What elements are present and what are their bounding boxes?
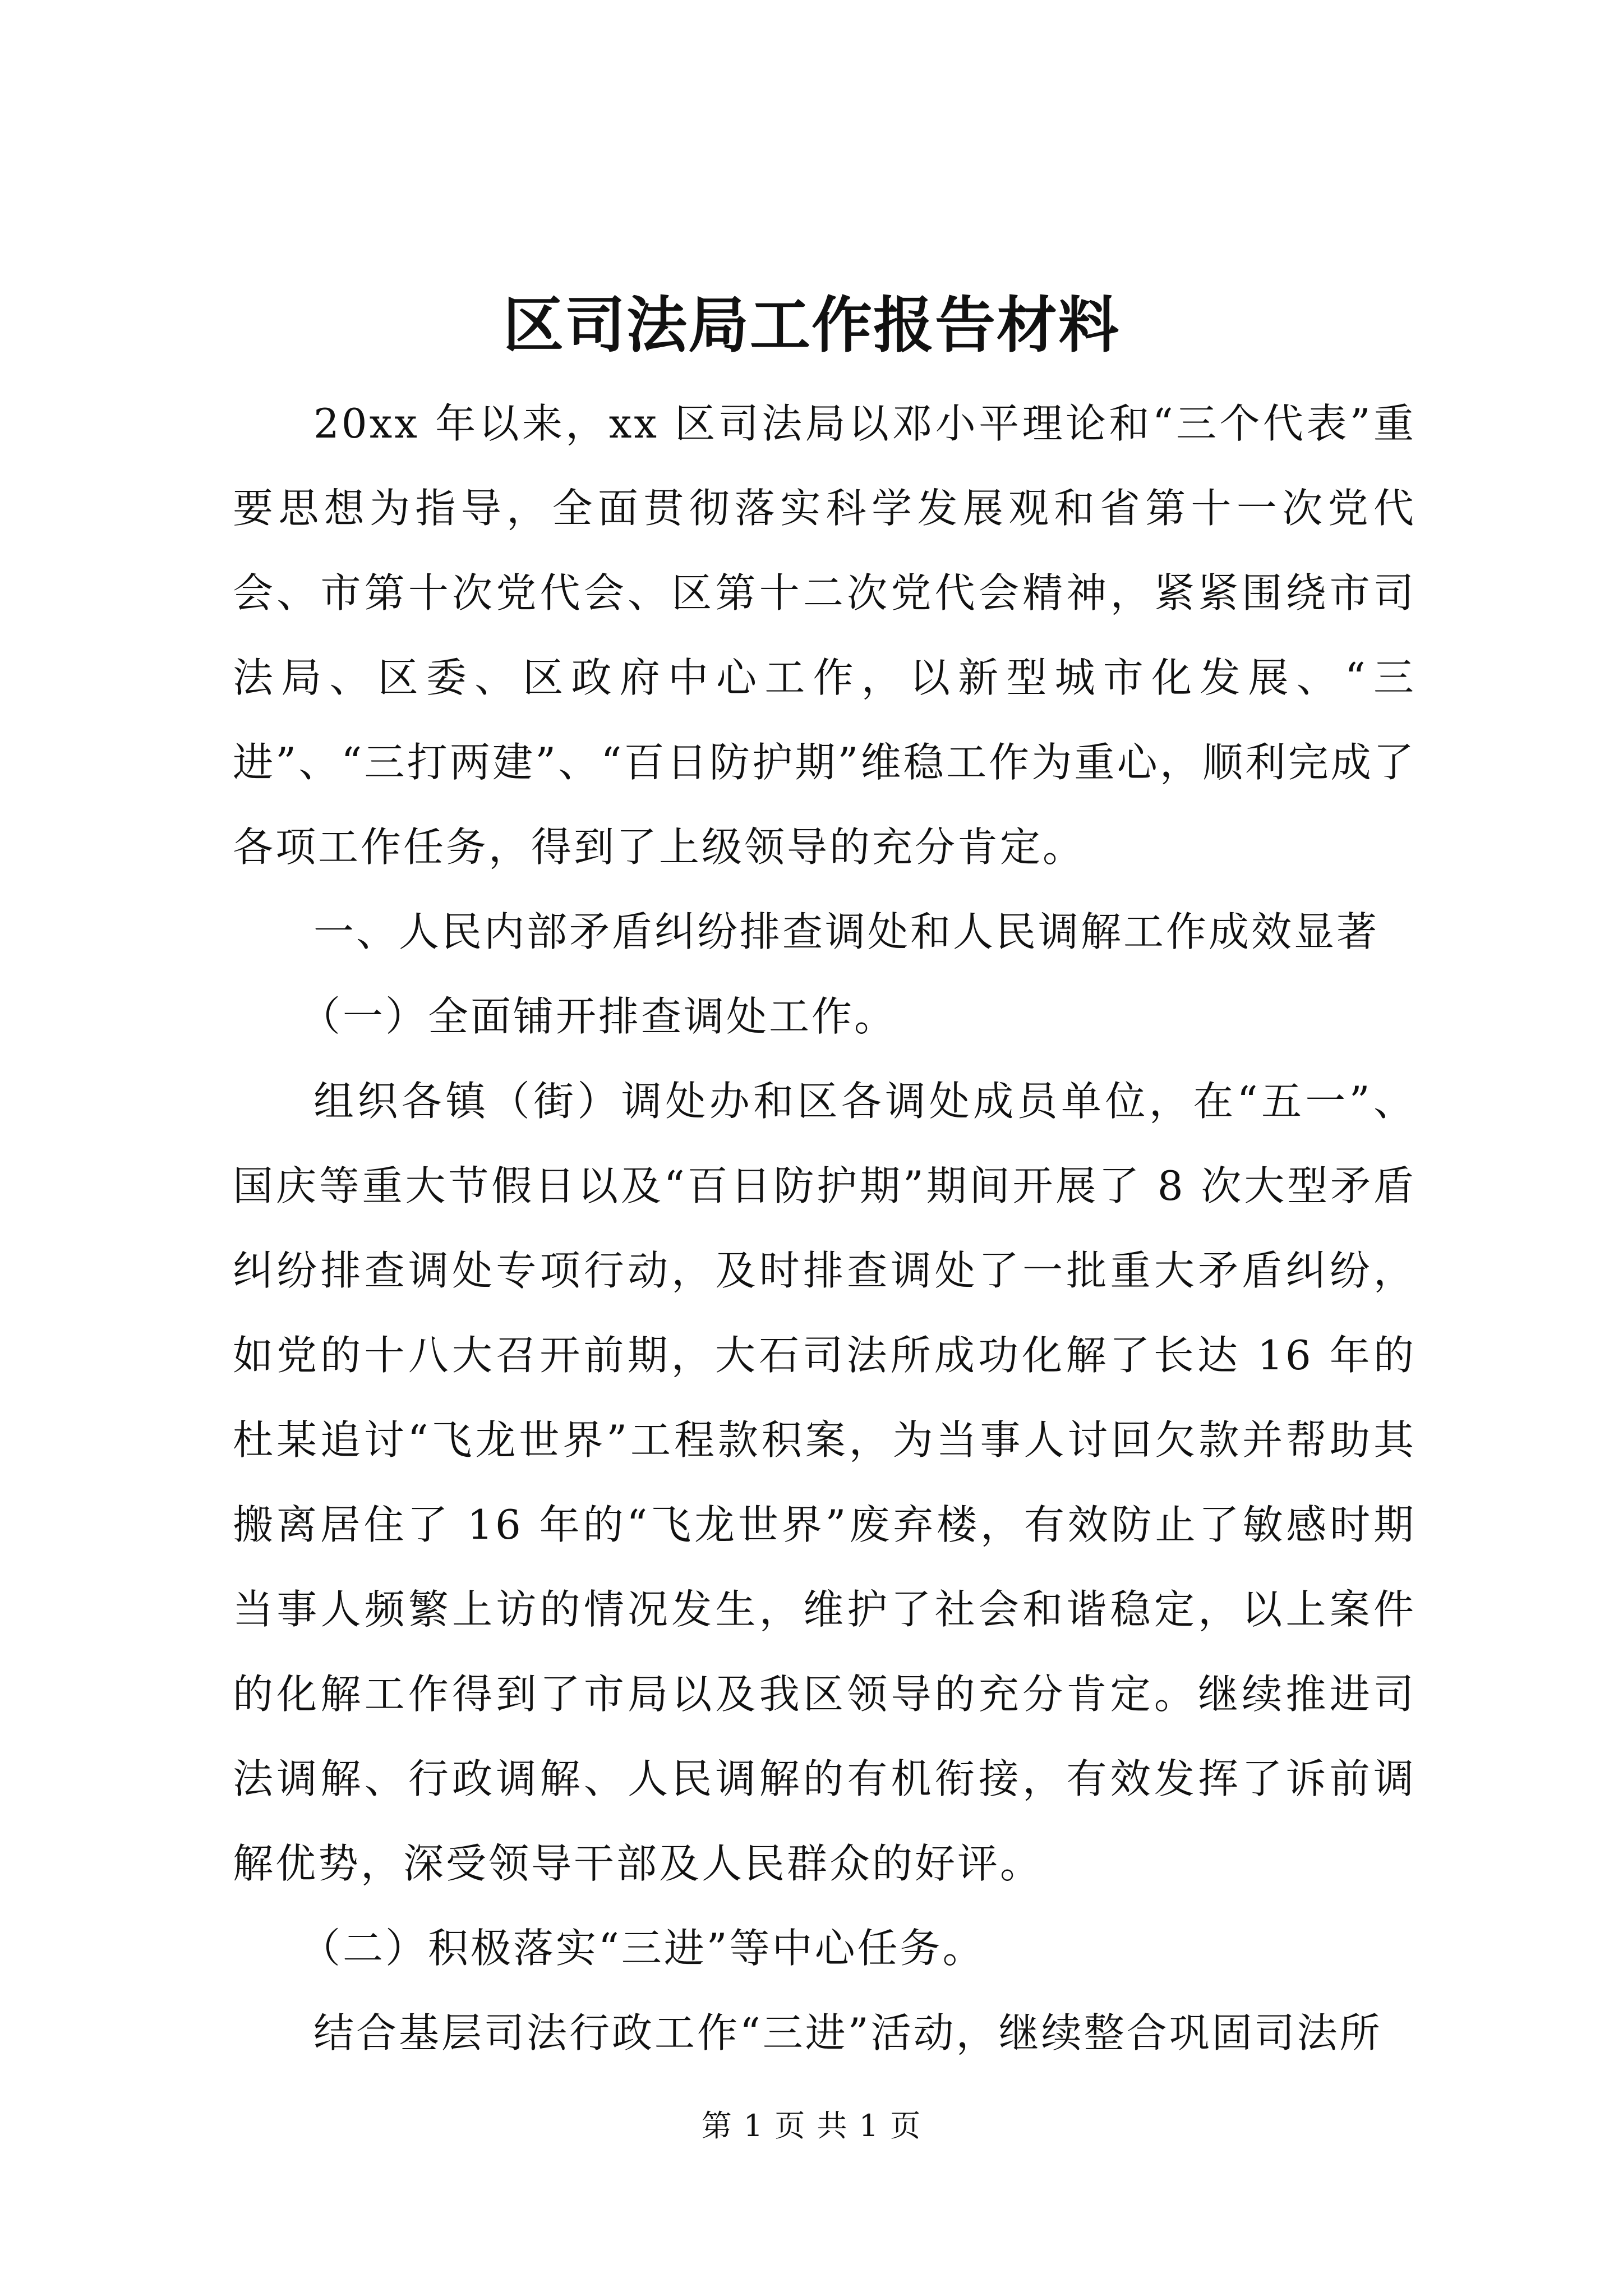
subsection-paragraph-2: 结合基层司法行政工作“三进”活动，继续整合巩固司法所 <box>313 2009 1382 2056</box>
document-title: 区司法局工作报告材料 <box>502 290 1120 361</box>
section-heading-1: 一、人民内部矛盾纠纷排查调处和人民调解工作成效显著 <box>313 908 1380 955</box>
intro-paragraph: 20xx 年以来，xx 区司法局以邓小平理论和“三个代表”重要思想为指导，全面贯彻落实科学发展观和省第十一次党代会、市第十次党代会、区第十二次党代会精神，紧紧围绕市司法局、区委、区政府中心工作，以新型城市化发展、“三进”、“三打两建”、“百日防护期”维稳工作为重心，顺利完成了各项工作任务，得到了上级领导的充分肯定。 <box>233 400 1416 871</box>
page-footer: 第 1 页 共 1 页 <box>701 2108 922 2143</box>
subsection-paragraph-1: 组织各镇（街）调处办和区各调处成员单位，在“五一”、国庆等重大节假日以及“百日防护期”期间开展了 8 次大型矛盾纠纷排查调处专项行动，及时排查调处了一批重大矛盾纠纷，如党的十八大召开前期，大石司法所成功化解了长达 16 年的杜某追讨“飞龙世界”工程款积案，为当事人讨回欠款并帮助其搬离居住了 16 年的“飞龙世界”废弃楼，有效防止了敏感时期当事人频繁上访的情况发生，维护了社会和谐稳定，以上案件的化解工作得到了市局以及我区领导的充分肯定。继续推进司法调解、行政调解、人民调解的有机衔接，有效发挥了诉前调解优势，深受领导干部及人民群众的好评。 <box>233 1078 1416 1887</box>
subsection-heading-2: （二）积极落实“三进”等中心任务。 <box>300 1925 985 1972</box>
document-body <box>233 381 1416 2076</box>
subsection-heading-1: （一）全面铺开排查调处工作。 <box>300 993 897 1040</box>
